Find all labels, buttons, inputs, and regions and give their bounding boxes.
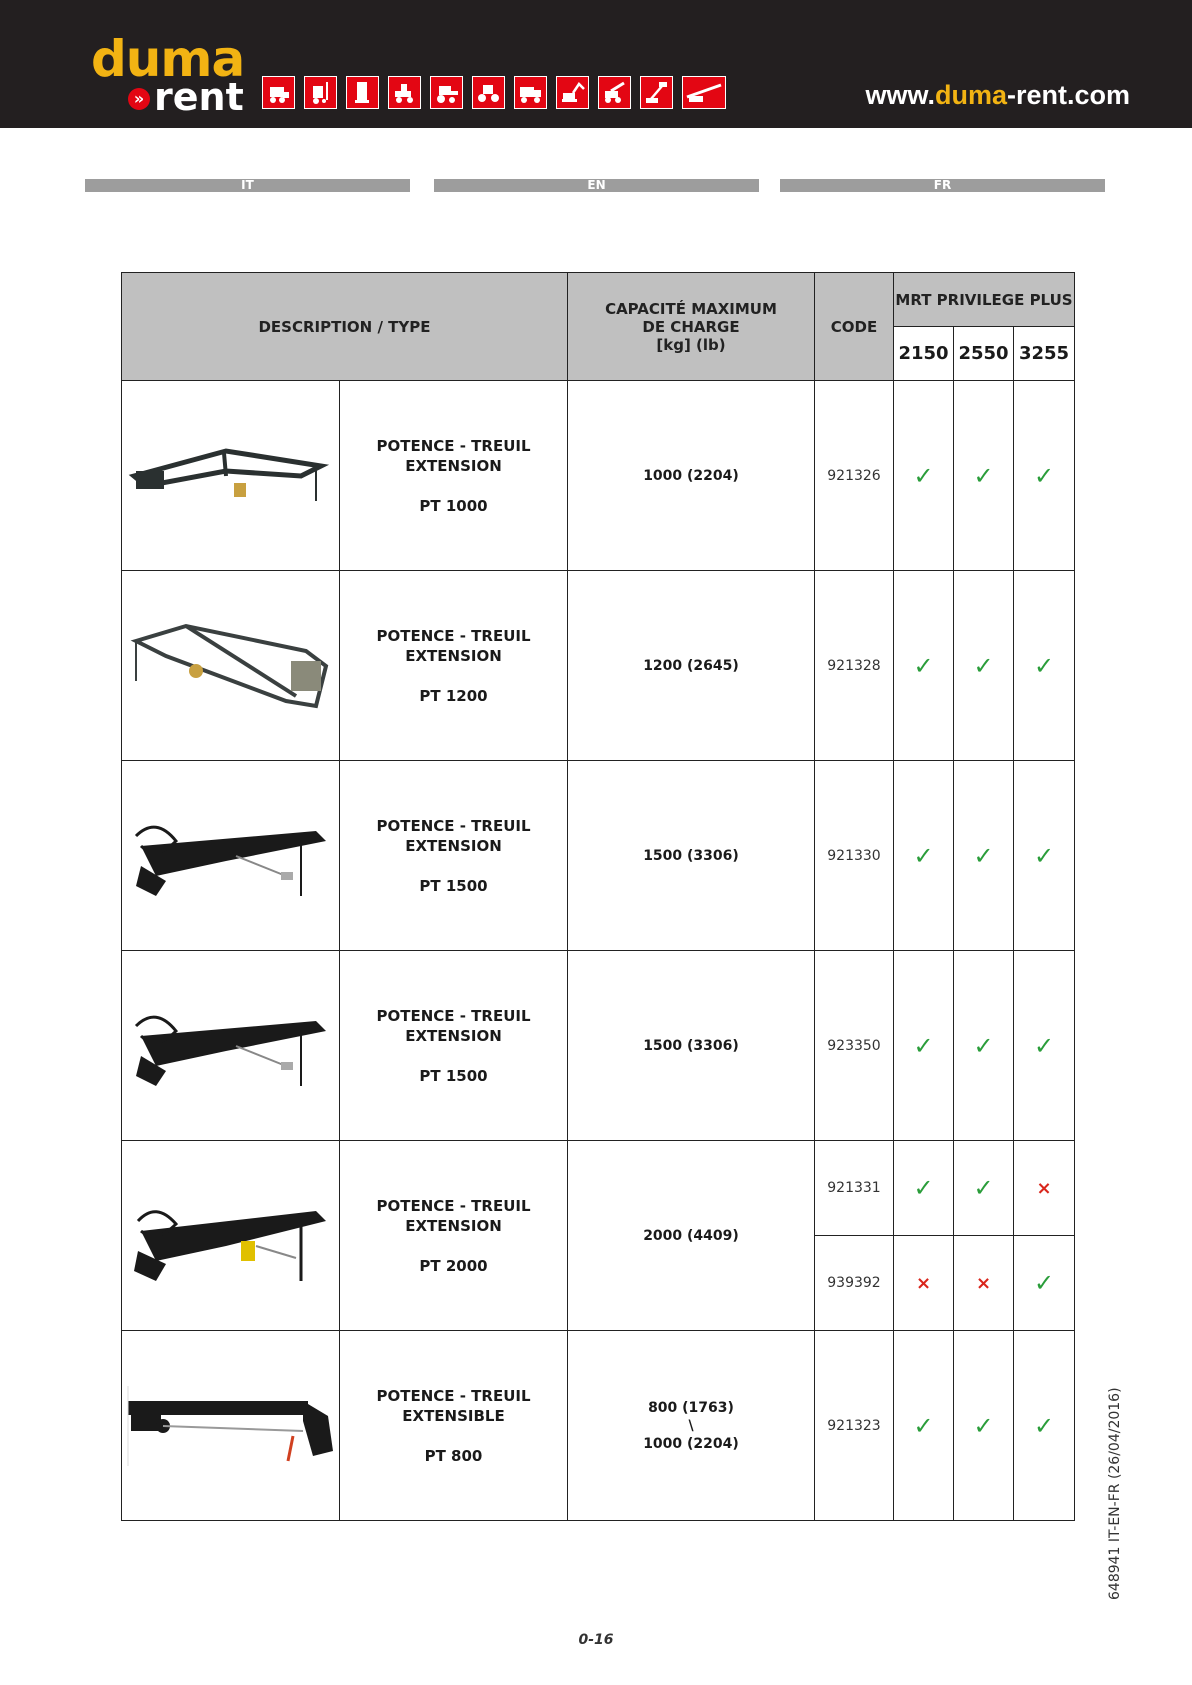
compactor-icon	[346, 76, 379, 109]
compat-2150: ✓	[894, 1331, 954, 1521]
product-code: 923350	[815, 951, 894, 1141]
compat-2150: ✓	[894, 1141, 954, 1236]
product-description: POTENCE - TREUIL EXTENSION PT 1500	[340, 761, 568, 951]
product-code: 921330	[815, 761, 894, 951]
compat-3255: ×	[1014, 1141, 1075, 1236]
compat-2550: ✓	[954, 1141, 1014, 1236]
table-row	[122, 1141, 1075, 1236]
website-url[interactable]: www.duma-rent.com	[865, 80, 1130, 110]
product-code: 921328	[815, 571, 894, 761]
skid-steer-icon	[262, 76, 295, 109]
lang-bar-fr: FR	[780, 179, 1105, 192]
compat-2550: ×	[954, 1236, 1014, 1331]
logo-chevron-icon: »	[128, 88, 150, 110]
roller-icon	[472, 76, 505, 109]
compat-3255: ✓	[1014, 1331, 1075, 1521]
compat-3255: ✓	[1014, 1236, 1075, 1331]
tractor-loader-icon	[430, 76, 463, 109]
mini-dumper-icon	[388, 76, 421, 109]
capacity-value: 2000 (4409)	[568, 1141, 815, 1331]
product-description: POTENCE - TREUIL EXTENSIBLE PT 800	[340, 1331, 568, 1521]
compat-2550: ✓	[954, 1331, 1014, 1521]
compat-2550: ✓	[954, 571, 1014, 761]
compat-2550: ✓	[954, 381, 1014, 571]
page-number: 0-16	[578, 1632, 614, 1648]
forklift-icon	[304, 76, 337, 109]
table-row	[122, 951, 1075, 1141]
product-description: POTENCE - TREUIL EXTENSION PT 1200	[340, 571, 568, 761]
product-description: POTENCE - TREUIL EXTENSION PT 2000	[340, 1141, 568, 1331]
product-image-pt1000	[122, 381, 340, 571]
capacity-value: 1500 (3306)	[568, 761, 815, 951]
compat-2150: ✓	[894, 951, 954, 1141]
document-reference: 648941 IT-EN-FR (26/04/2016)	[1107, 1387, 1123, 1600]
table-row	[122, 381, 1075, 571]
product-image-pt1500-alt	[122, 951, 340, 1141]
header-description: DESCRIPTION / TYPE	[122, 273, 568, 381]
product-code: 921331	[815, 1141, 894, 1236]
compat-3255: ✓	[1014, 571, 1075, 761]
aerial-platform-icon	[640, 76, 673, 109]
logo-rent-text: rent	[154, 75, 244, 119]
telehandler-icon	[598, 76, 631, 109]
header-code: CODE	[815, 273, 894, 381]
header-model-3255: 3255	[1014, 327, 1075, 381]
compat-2150: ✓	[894, 761, 954, 951]
compat-2550: ✓	[954, 951, 1014, 1141]
product-description: POTENCE - TREUIL EXTENSION PT 1500	[340, 951, 568, 1141]
product-code: 921326	[815, 381, 894, 571]
compat-3255: ✓	[1014, 381, 1075, 571]
table-row	[122, 571, 1075, 761]
lang-bar-en: EN	[434, 179, 759, 192]
capacity-value: 1200 (2645)	[568, 571, 815, 761]
header-capacity: CAPACITÉ MAXIMUM DE CHARGE [kg] (lb)	[568, 273, 815, 381]
compat-2150: ✓	[894, 381, 954, 571]
header-group-mrt: MRT PRIVILEGE PLUS	[894, 273, 1075, 327]
product-image-pt2000	[122, 1141, 340, 1331]
capacity-value: 800 (1763) \ 1000 (2204)	[568, 1331, 815, 1521]
compat-2550: ✓	[954, 761, 1014, 951]
product-image-pt1200	[122, 571, 340, 761]
table-row	[122, 761, 1075, 951]
capacity-value: 1500 (3306)	[568, 951, 815, 1141]
product-image-pt800	[122, 1331, 340, 1521]
table-row	[122, 1331, 1075, 1521]
product-code: 921323	[815, 1331, 894, 1521]
product-image-pt1500	[122, 761, 340, 951]
page-header	[0, 0, 1192, 128]
compat-3255: ✓	[1014, 761, 1075, 951]
compat-3255: ✓	[1014, 951, 1075, 1141]
compat-2150: ✓	[894, 571, 954, 761]
logo-duma-text: duma	[91, 30, 245, 88]
product-table	[121, 272, 1075, 1521]
header-model-2150: 2150	[894, 327, 954, 381]
capacity-value: 1000 (2204)	[568, 381, 815, 571]
product-code: 939392	[815, 1236, 894, 1331]
excavator-icon	[556, 76, 589, 109]
truck-icon	[514, 76, 547, 109]
crane-icon	[682, 76, 726, 109]
lang-bar-it: IT	[85, 179, 410, 192]
product-description: POTENCE - TREUIL EXTENSION PT 1000	[340, 381, 568, 571]
header-model-2550: 2550	[954, 327, 1014, 381]
compat-2150: ×	[894, 1236, 954, 1331]
